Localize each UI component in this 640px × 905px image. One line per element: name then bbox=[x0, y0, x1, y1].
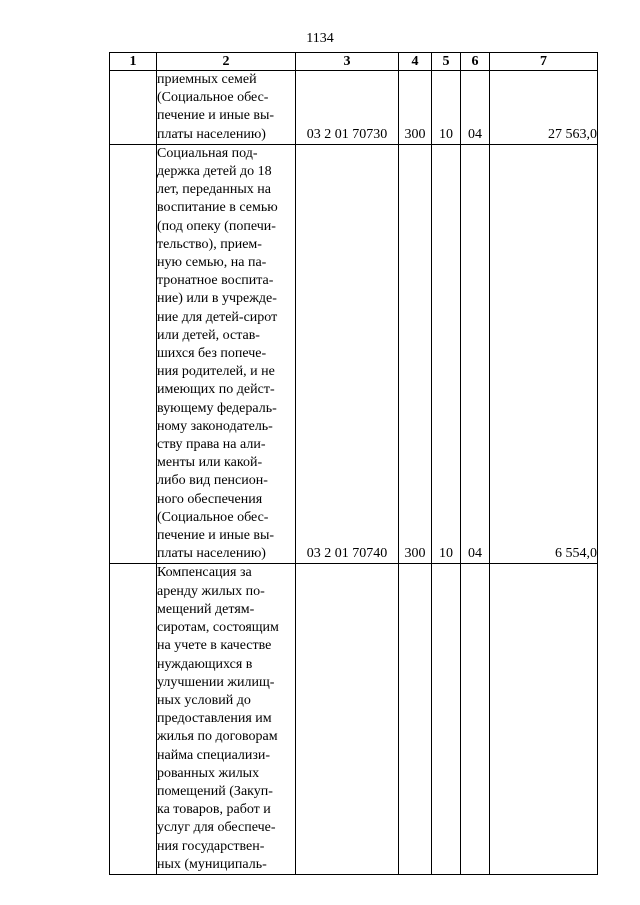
item-name-cell: Компенсация за аренду жилых по- мещений детям- сиротам, состоящим на учете в качестве нуждающихся в улучшении жилищ- ных условий до предоставления им жилья по договорам найма специализи- рованных жилых помещений (Закуп- ка товаров, работ и услуг для обеспече- ния государствен- ных (муниципаль- bbox=[157, 564, 296, 874]
header-row bbox=[110, 53, 598, 71]
expense-type-cell: 300 bbox=[399, 71, 432, 145]
item-name-cell: Социальная под- держка детей до 18 лет, переданных на воспитание в семью (под опеку (попечи- тельство), прием- ную семью, на па- тронатное воспита- ние) или в учрежде- ние для детей-сирот или детей, остав- шихся без попече- ния родителей, и не имеющих по дейст- вующему федераль- ному законодатель- ству права на али- менты или какой- либо вид пенсион- ного обеспечения (Социальное обес- печение и иные вы- платы населению) bbox=[157, 144, 296, 564]
section-cell: 10 bbox=[432, 144, 461, 564]
section-cell: 10 bbox=[432, 71, 461, 145]
item-name-cell: приемных семей (Социальное обес- печение и иные вы- платы населению) bbox=[157, 71, 296, 145]
amount-cell: 27 563,0 bbox=[490, 71, 598, 145]
header-col-6: 6 bbox=[461, 53, 490, 71]
header-col-2: 2 bbox=[157, 53, 296, 71]
subsection-cell: 04 bbox=[461, 144, 490, 564]
target-code-cell: 03 2 01 70740 bbox=[296, 144, 399, 564]
header-col-1: 1 bbox=[110, 53, 157, 71]
header-col-5: 5 bbox=[432, 53, 461, 71]
table-row bbox=[110, 144, 598, 564]
row-number-cell bbox=[110, 564, 157, 874]
amount-cell: 6 554,0 bbox=[490, 144, 598, 564]
row-number-cell bbox=[110, 144, 157, 564]
header-col-4: 4 bbox=[399, 53, 432, 71]
row-number-cell bbox=[110, 71, 157, 145]
section-cell bbox=[432, 564, 461, 874]
table-row bbox=[110, 71, 598, 145]
header-col-3: 3 bbox=[296, 53, 399, 71]
budget-table bbox=[109, 52, 598, 875]
table-row bbox=[110, 564, 598, 874]
page-number: 1134 bbox=[306, 31, 334, 46]
expense-type-cell bbox=[399, 564, 432, 874]
amount-cell bbox=[490, 564, 598, 874]
subsection-cell: 04 bbox=[461, 71, 490, 145]
target-code-cell bbox=[296, 564, 399, 874]
target-code-cell: 03 2 01 70730 bbox=[296, 71, 399, 145]
header-col-7: 7 bbox=[490, 53, 598, 71]
expense-type-cell: 300 bbox=[399, 144, 432, 564]
subsection-cell bbox=[461, 564, 490, 874]
